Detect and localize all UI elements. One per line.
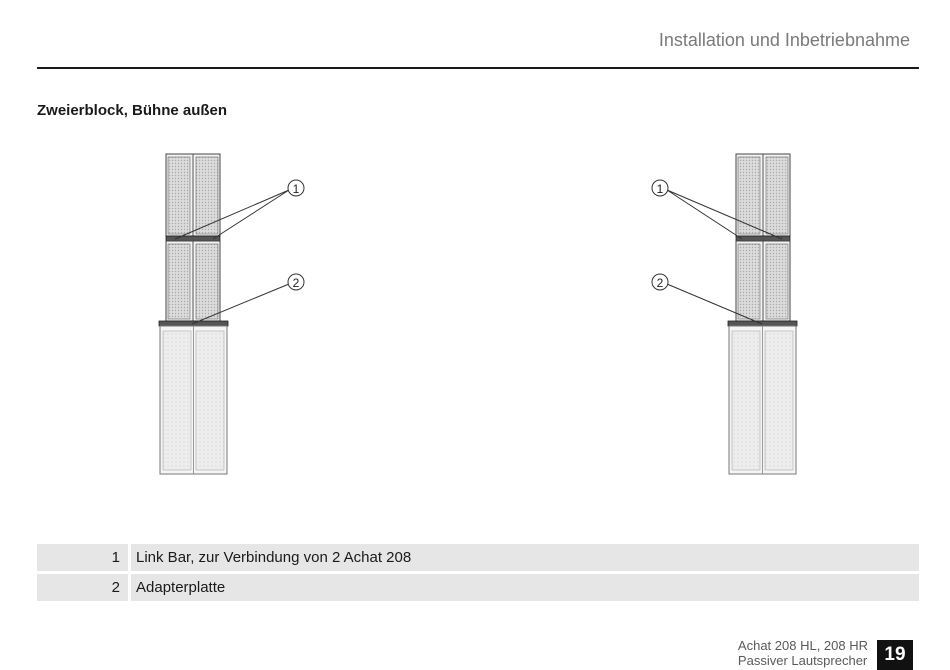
callout-2 — [288, 274, 304, 290]
diagram-right — [640, 0, 810, 490]
link-bar — [166, 236, 220, 241]
legend-row — [37, 574, 919, 601]
upper-speaker — [736, 154, 790, 236]
legend-row — [37, 544, 919, 571]
page-number: 19 — [877, 640, 913, 670]
footer-line-1: Achat 208 HL, 208 HR — [737, 638, 868, 653]
legend-number: 1 — [37, 544, 131, 571]
upper-speaker — [166, 154, 220, 236]
leader-line — [667, 190, 742, 239]
footer-product — [738, 638, 868, 668]
svg-text:1: 1 — [292, 182, 300, 196]
diagram-left — [150, 0, 320, 490]
lower-speaker — [736, 241, 790, 321]
legend-text: Link Bar, zur Verbindung von 2 Achat 208 — [131, 544, 919, 571]
footer-line-2: Passiver Lautsprecher — [737, 653, 868, 668]
section-heading: Zweierblock, Bühne außen — [37, 102, 228, 119]
legend-number: 2 — [37, 574, 131, 601]
leader-line — [213, 190, 289, 239]
svg-text:1: 1 — [656, 182, 664, 196]
adapter-plate — [728, 321, 797, 326]
callout-1 — [288, 180, 304, 196]
callout-2 — [652, 274, 668, 290]
subwoofer — [729, 326, 796, 474]
legend-text: Adapterplatte — [131, 574, 919, 601]
svg-text:2: 2 — [656, 276, 664, 290]
lower-speaker — [166, 241, 220, 321]
callout-1 — [652, 180, 668, 196]
svg-text:2: 2 — [292, 276, 300, 290]
legend-table — [37, 541, 919, 604]
subwoofer — [160, 326, 227, 474]
header-title: Installation und Inbetriebnahme — [658, 30, 910, 50]
